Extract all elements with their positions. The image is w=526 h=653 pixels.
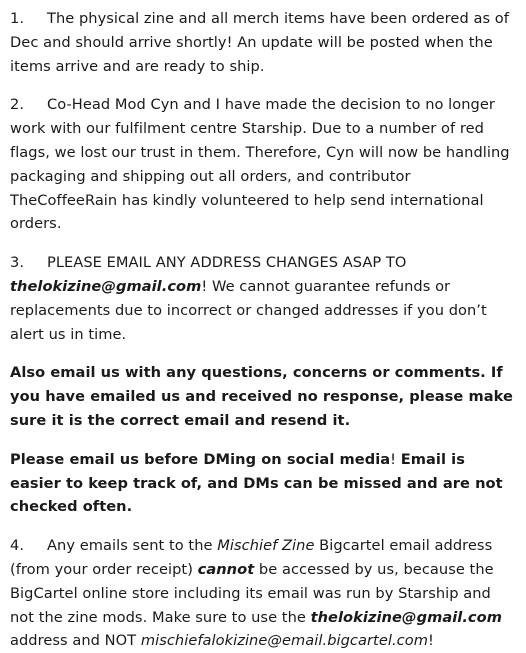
item-text: Co-Head Mod Cyn and I have made the decision to no longer work with our fulfilment centre Starship. Due to a number of red flags, we lost our trust in them. Therefore, Cyn will now be handling packaging and shipping out all orders, and contributor TheCoffeeRain has kindly volunteered to help send international orders. (10, 96, 510, 233)
item-number: 1. (10, 10, 25, 27)
item-number: 2. (10, 96, 25, 114)
contact-email: thelokizine@gmail.com (10, 277, 202, 295)
item-text: The physical zine and all merch items have been ordered as of Dec and should arrive shortly! An update will be posted when the items arrive and are ready to ship. (10, 10, 509, 75)
item-1 (10, 7, 516, 78)
dm-note-sep: ! (390, 450, 401, 468)
item-number: 3. (10, 254, 25, 272)
questions-note: Also email us with any questions, concerns or comments. If you have emailed us and received no response, please make sure it is the correct email and resend it. (10, 364, 513, 429)
contact-email: thelokizine@gmail.com (310, 608, 502, 626)
item-text-c: be accessed by us, because the BigCartel online store including its email was run by Starship and not the zine mods. Make sure to use the (10, 560, 494, 626)
item-number: 4. (10, 537, 25, 555)
item-text-b: Bigcartel email address (from your order receipt) (10, 537, 493, 578)
dm-note (10, 448, 516, 519)
item-2 (10, 93, 516, 236)
item-3 (10, 251, 516, 346)
item-4 (10, 534, 516, 653)
dm-note-bold-2: Email is easier to keep track of, and DMs can be missed and are not checked often. (10, 450, 503, 516)
address-change-heading: PLEASE EMAIL ANY ADDRESS CHANGES ASAP TO (47, 254, 407, 272)
dm-note-bold: Please email us before DMing on social media (10, 450, 391, 468)
item-text-e: ! (427, 632, 434, 650)
item-text: ! We cannot guarantee refunds or replacements due to incorrect or changed addresses if you don’t alert us in time. (10, 277, 487, 343)
bigcartel-email: mischiefalokizine@email.bigcartel.com (140, 632, 428, 650)
item-text-a: Any emails sent to the (47, 537, 218, 555)
item-text-d: address and NOT (10, 632, 141, 650)
cannot-emphasis: cannot (197, 560, 255, 578)
zine-name: Mischief Zine (217, 537, 315, 555)
